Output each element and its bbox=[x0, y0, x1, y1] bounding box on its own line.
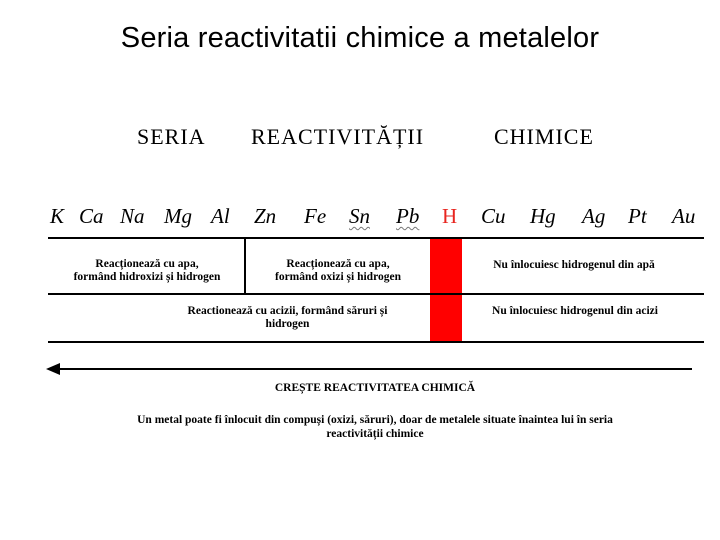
cell-water-left-line1: Reacționează cu apa, bbox=[95, 258, 199, 270]
table-column-divider bbox=[244, 238, 246, 294]
cell-acid-left-line2: hidrogen bbox=[265, 318, 310, 330]
table-top-border bbox=[48, 237, 704, 239]
cell-water-middle-line1: Reacționează cu apa, bbox=[286, 258, 390, 270]
metal-hg: Hg bbox=[530, 204, 556, 228]
table-bottom-border bbox=[48, 341, 704, 343]
table-middle-border bbox=[48, 293, 704, 295]
hydrogen-divider-bar bbox=[430, 238, 462, 342]
metal-mg: Mg bbox=[164, 204, 192, 228]
metal-pb: Pb bbox=[396, 204, 420, 228]
cell-water-middle bbox=[248, 258, 428, 284]
metal-series-row bbox=[48, 204, 704, 230]
slide-title: Seria reactivitatii chimice a metalelor bbox=[120, 22, 600, 54]
metal-al: Al bbox=[211, 204, 230, 228]
reactivity-arrow-line bbox=[58, 368, 692, 370]
metal-k: K bbox=[50, 204, 65, 228]
metal-zn: Zn bbox=[254, 204, 277, 228]
metal-au: Au bbox=[672, 204, 696, 228]
metal-ag: Ag bbox=[582, 204, 606, 228]
arrow-label: CREȘTE REACTIVITATEA CHIMICĂ bbox=[274, 382, 476, 394]
heading-word-seria: SERIA bbox=[137, 124, 206, 149]
metal-sn: Sn bbox=[349, 204, 370, 228]
note-line1: Un metal poate fi înlocuit din compuși (oxizi, săruri), doar de metalele situate înaintea lui în seria bbox=[137, 414, 613, 426]
metal-cu: Cu bbox=[481, 204, 506, 228]
cell-water-middle-line2: formând oxizi și hidrogen bbox=[275, 271, 401, 283]
cell-acid-left-line1: Reactionează cu acizii, formând săruri și bbox=[187, 305, 388, 317]
cell-water-left bbox=[52, 258, 242, 284]
cell-water-right: Nu înlocuiesc hidrogenul din apă bbox=[493, 259, 655, 271]
metal-pt: Pt bbox=[628, 204, 647, 228]
metal-h: H bbox=[442, 204, 458, 228]
cell-acid-left bbox=[150, 305, 425, 331]
metal-fe: Fe bbox=[304, 204, 327, 228]
cell-water-left-line2: formând hidroxizi și hidrogen bbox=[73, 271, 221, 283]
metal-na: Na bbox=[120, 204, 145, 228]
heading-word-chimice: CHIMICE bbox=[494, 124, 594, 149]
heading-word-reactivitatii: REACTIVITĂȚII bbox=[251, 124, 425, 149]
metal-ca: Ca bbox=[79, 204, 104, 228]
note-line2: reactivității chimice bbox=[326, 428, 424, 440]
cell-acid-right: Nu înlocuiesc hidrogenul din acizi bbox=[492, 305, 658, 317]
